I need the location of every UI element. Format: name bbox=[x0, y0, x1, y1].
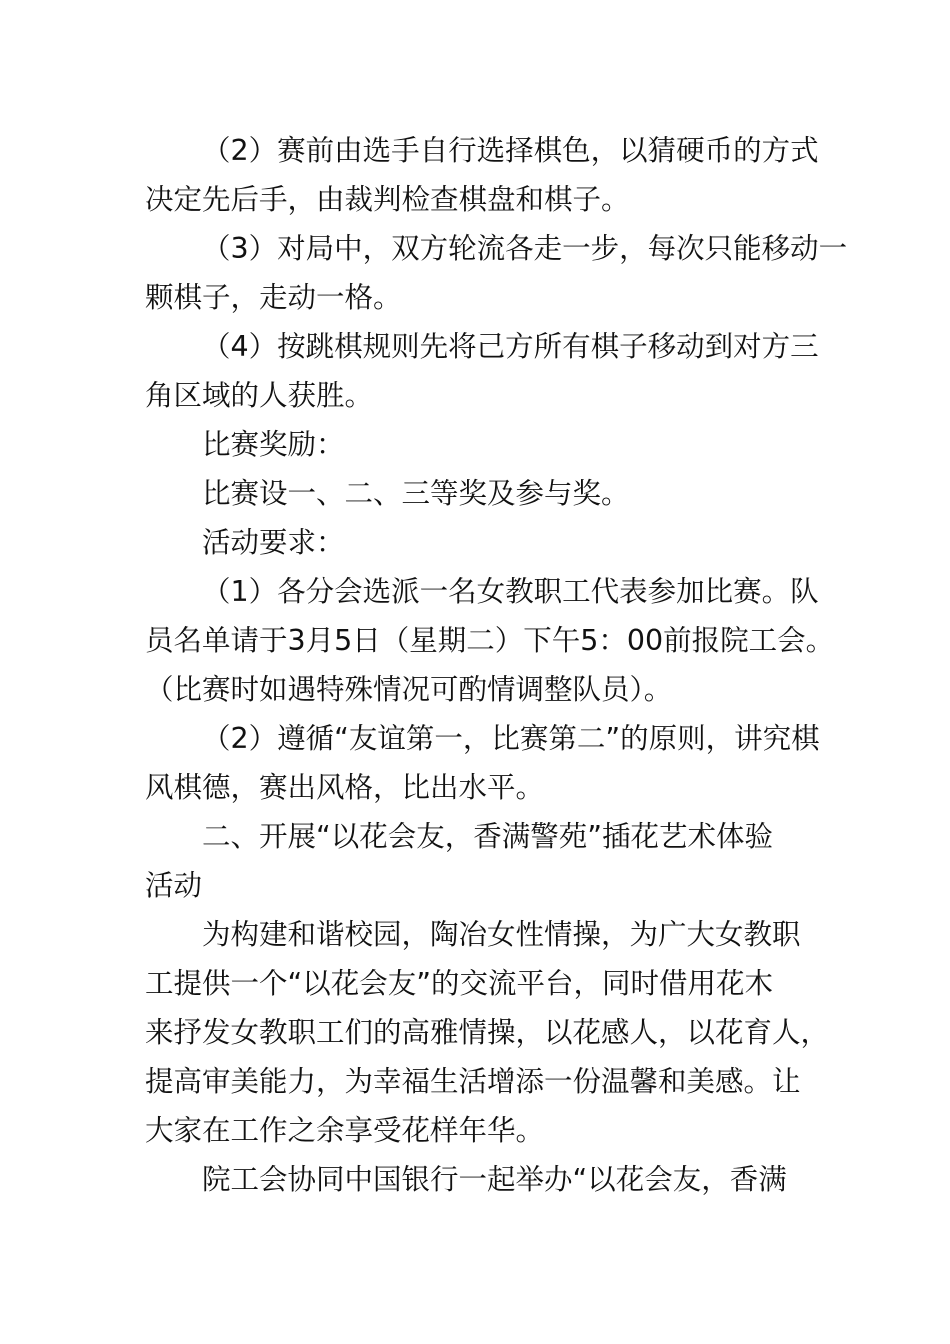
text-line: 决定先后手，由裁判检查棋盘和棋子。 bbox=[145, 183, 630, 216]
text-line: 员名单请于3月5日（星期二）下午5：00前报院工会。 bbox=[145, 624, 835, 657]
text-line: （比赛时如遇特殊情况可酌情调整队员）。 bbox=[145, 673, 673, 706]
heading-requirements bbox=[145, 518, 825, 567]
text-line: 工提供一个“以花会友”的交流平台，同时借用花木 bbox=[145, 967, 774, 1000]
paragraph-rule-4 bbox=[145, 322, 825, 420]
paragraph-requirement-1 bbox=[145, 567, 835, 714]
text-line: 颗棋子，走动一格。 bbox=[145, 281, 402, 314]
paragraph-awards bbox=[145, 469, 825, 518]
text-line: 院工会协同中国银行一起举办“以花会友，香满 bbox=[202, 1163, 787, 1196]
text-line: 比赛奖励： bbox=[202, 428, 345, 461]
text-line: （3）对局中，双方轮流各走一步，每次只能移动一 bbox=[202, 232, 848, 265]
paragraph-purpose bbox=[145, 910, 830, 1155]
document-body bbox=[145, 126, 848, 1204]
text-line: 活动 bbox=[145, 869, 203, 902]
heading-awards bbox=[145, 420, 825, 469]
paragraph-rule-2 bbox=[145, 126, 825, 224]
paragraph-rule-3 bbox=[145, 224, 848, 322]
text-line: 风棋德，赛出风格，比出水平。 bbox=[145, 771, 545, 804]
text-line: （1）各分会选派一名女教职工代表参加比赛。队 bbox=[202, 575, 819, 608]
text-line: 提高审美能力，为幸福生活增添一份温馨和美感。让 bbox=[145, 1065, 801, 1098]
text-line: （2）遵循“友谊第一，比赛第二”的原则，讲究棋 bbox=[202, 722, 820, 755]
text-line: 大家在工作之余享受花样年华。 bbox=[145, 1114, 545, 1147]
heading-section-two bbox=[145, 812, 825, 910]
text-line: （2）赛前由选手自行选择棋色，以猜硬币的方式 bbox=[202, 134, 819, 167]
paragraph-organizer bbox=[145, 1155, 825, 1204]
paragraph-requirement-2 bbox=[145, 714, 825, 812]
text-line: 角区域的人获胜。 bbox=[145, 379, 374, 412]
text-line: 来抒发女教职工们的高雅情操，以花感人，以花育人， bbox=[145, 1016, 830, 1049]
text-line: （4）按跳棋规则先将己方所有棋子移动到对方三 bbox=[202, 330, 819, 363]
text-line: 二、开展“以花会友，香满警苑”插花艺术体验 bbox=[202, 820, 774, 853]
text-line: 比赛设一、二、三等奖及参与奖。 bbox=[202, 477, 630, 510]
text-line: 为构建和谐校园，陶冶女性情操，为广大女教职 bbox=[202, 918, 801, 951]
text-line: 活动要求： bbox=[202, 526, 345, 559]
